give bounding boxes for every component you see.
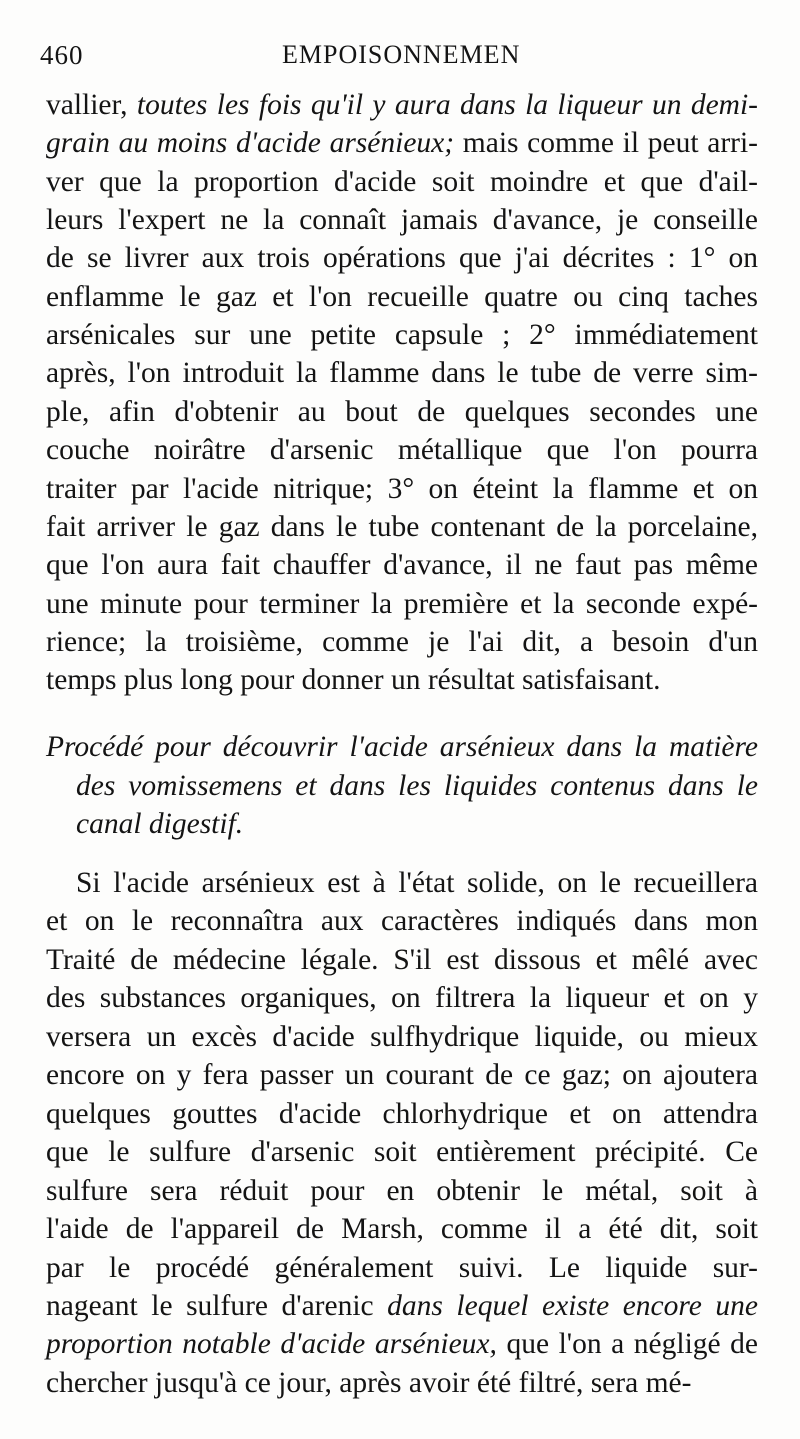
text-line — [76, 863, 758, 903]
text-run: de se livrer aux trois opérations que j'ai décrites : 1° on — [46, 242, 758, 275]
text-run: une minute pour terminer la première et la seconde expé- — [46, 587, 758, 620]
text-line — [46, 1286, 758, 1326]
text-line — [46, 584, 758, 624]
text-line — [46, 392, 758, 432]
running-head: EMPOISONNEMEN — [282, 40, 521, 69]
italic-text: des vomissemens et dans les liquides contenus dans le — [76, 769, 758, 802]
text-run: encore on y fera passer un courant de ce gaz; on ajoutera — [46, 1059, 758, 1092]
text-run: vallier, — [46, 89, 137, 121]
text-line — [46, 545, 758, 585]
text-run: arsénicales sur une petite capsule ; 2° immédiatement — [46, 319, 758, 352]
text-run: leurs l'expert ne la connaît jamais d'avance, je conseille — [46, 204, 758, 237]
text-line — [46, 200, 758, 240]
text-line — [46, 1094, 758, 1134]
text-run: Traité de médecine légale. S'il est dissous et mêlé avec — [46, 943, 758, 976]
text-line — [46, 978, 758, 1018]
text-line — [46, 315, 758, 355]
text-line — [46, 353, 758, 393]
text-line — [46, 1324, 758, 1364]
text-run: par le procédé généralement suivi. Le liquide sur- — [46, 1251, 758, 1284]
text-run: quelques gouttes d'acide chlorhydrique et on attendra — [46, 1097, 758, 1130]
text-line — [46, 1171, 758, 1211]
text-run: mais comme il peut arri- — [454, 127, 758, 160]
text-line — [46, 277, 758, 317]
text-run: nageant le sulfure d'arenic — [46, 1289, 388, 1322]
text-line — [46, 162, 758, 202]
text-run: sulfure sera réduit pour en obtenir le métal, soit à — [46, 1174, 758, 1207]
text-line — [46, 1055, 758, 1095]
text-run: que le sulfure d'arsenic soit entièrement précipité. Ce — [46, 1136, 758, 1169]
italic-text: dans lequel existe encore une — [387, 1289, 758, 1322]
italic-text: Procédé pour découvrir l'acide arsénieux dans la matière — [46, 731, 758, 763]
text-run: après, l'on introduit la flamme dans le tube de verre sim- — [46, 357, 758, 390]
text-line — [46, 123, 758, 163]
text-run: fait arriver le gaz dans le tube contenant de la porcelaine, — [46, 510, 758, 543]
text-line — [46, 469, 758, 509]
text-line — [46, 1209, 758, 1249]
text-run: ver que la proportion d'acide soit moindre et que d'ail- — [46, 165, 758, 198]
text-run: temps plus long pour donner un résultat satisfaisant. — [46, 664, 661, 697]
page-number: 460 — [40, 40, 84, 70]
text-run: traiter par l'acide nitrique; 3° on éteint la flamme et on — [46, 472, 758, 505]
text-run: et on le reconnaîtra aux caractères indiqués dans mon — [46, 905, 758, 938]
text-line — [46, 85, 758, 125]
text-run: couche noirâtre d'arsenic métallique que l'on pourra — [46, 434, 758, 467]
text-run: versera un excès d'acide sulfhydrique liquide, ou mieux — [46, 1020, 758, 1053]
text-line — [46, 1248, 758, 1288]
text-line — [46, 507, 758, 547]
italic-text: grain au moins d'acide arsénieux; — [46, 127, 455, 160]
text-run: des substances organiques, on filtrera la liqueur et on y — [46, 982, 758, 1015]
text-line — [46, 901, 758, 941]
text-line — [76, 766, 758, 806]
text-run: chercher jusqu'à ce jour, après avoir été filtré, sera mé- — [46, 1366, 692, 1399]
text-run: que l'on a négligé de — [496, 1328, 758, 1361]
italic-text: canal digestif. — [76, 808, 244, 840]
text-line — [46, 940, 758, 980]
text-run: ple, afin d'obtenir au bout de quelques secondes une — [46, 395, 758, 428]
italic-text: toutes les fois qu'il y aura dans la liqueur un demi- — [136, 89, 759, 121]
text-line — [46, 238, 758, 278]
text-run: Si l'acide arsénieux est à l'état solide, on le recueillera — [76, 867, 758, 899]
text-line — [76, 804, 758, 844]
text-line — [46, 430, 758, 470]
page-header — [40, 38, 760, 78]
text-line — [46, 1363, 758, 1403]
text-line — [46, 727, 758, 767]
text-line — [46, 1132, 758, 1172]
text-run: enflamme le gaz et l'on recueille quatre ou cinq taches — [46, 280, 758, 313]
text-line — [46, 1017, 758, 1057]
text-line — [46, 660, 758, 700]
text-run: rience; la troisième, comme je l'ai dit, a besoin d'un — [46, 625, 758, 658]
text-run: l'aide de l'appareil de Marsh, comme il a été dit, soit — [46, 1213, 758, 1246]
text-run: que l'on aura fait chauffer d'avance, il ne faut pas même — [46, 549, 758, 582]
italic-text: proportion notable d'acide arsénieux, — [46, 1328, 497, 1361]
text-line — [46, 622, 758, 662]
